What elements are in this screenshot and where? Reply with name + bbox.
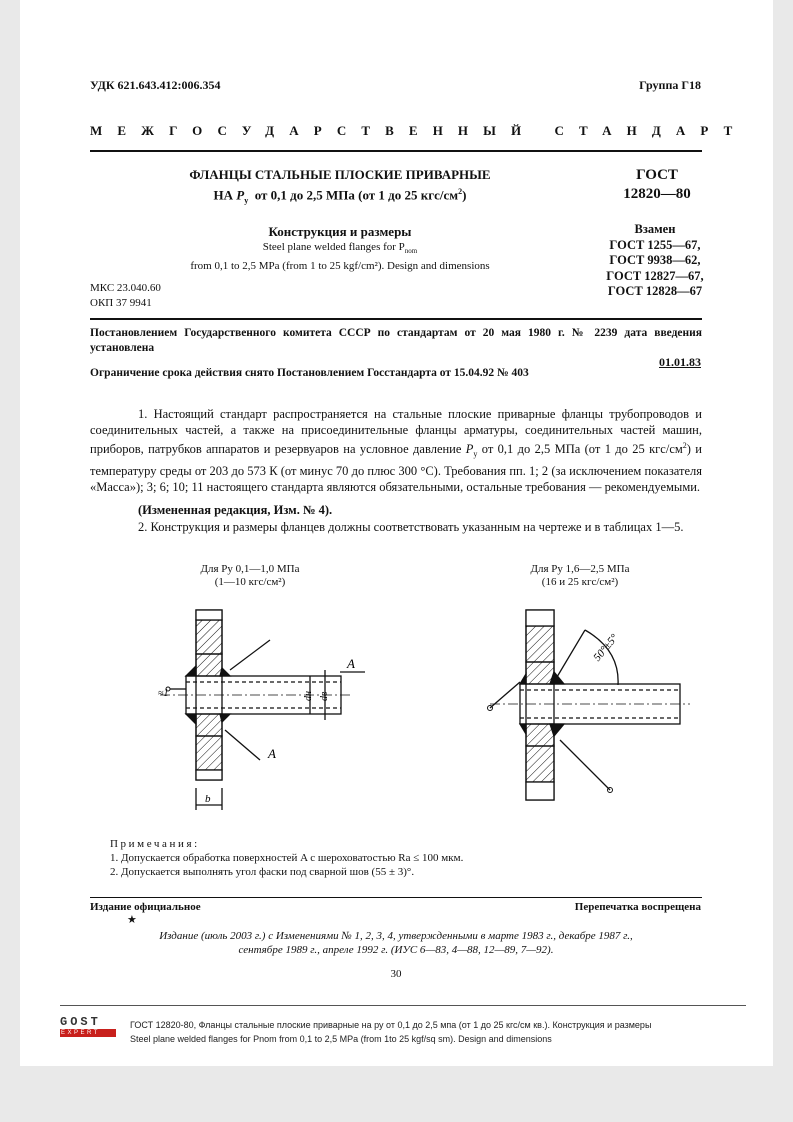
edition-rule (90, 897, 702, 898)
left-flange-ring-top (196, 654, 222, 676)
right-weld-top-outer (520, 674, 526, 684)
left-weld-bottom-inner (220, 714, 230, 722)
right-flange-drawing (490, 610, 690, 800)
right-weld-bottom-outer (520, 724, 526, 734)
note-2: 2. Допускается выполнять угол фаски под сварной шов (55 ± 3)°. (110, 866, 415, 878)
left-weld-top-inner (220, 668, 230, 676)
right-flange-ring-bottom (526, 724, 554, 746)
edition-reprint: Перепечатка воспрещена (574, 901, 701, 913)
right-flange-ring-top (526, 662, 554, 684)
replaces-item: ГОСТ 12827—67, (606, 268, 704, 283)
header-rule (90, 150, 702, 152)
left-label-dn: dн (303, 691, 314, 701)
english-title-line1: Steel plane welded flanges for $P_{nom}$ (262, 241, 418, 256)
left-caption-line2: (1—10 кгс/см²) (214, 576, 286, 588)
mks-code: МКС 23.040.60 (90, 282, 161, 294)
edition-note: (Измененная редакция, Изм. № 4). (138, 503, 333, 517)
gost-number-block (592, 166, 722, 204)
footer-line1: ГОСТ 12820-80, Фланцы стальные плоские приварные на ру от 0,1 до 2,5 мпа (от 1 до 25 кгс/см кв.). Конструкция и размеры (130, 1020, 652, 1030)
right-chamfer-line (554, 630, 585, 682)
left-flange-drawing (160, 610, 365, 810)
right-flange-section-top (526, 626, 554, 662)
english-title (150, 240, 530, 274)
left-label-e: ≈1 (158, 688, 169, 699)
replaces-item: ГОСТ 1255—67, (609, 237, 701, 252)
flange-drawings (20, 590, 773, 830)
right-angle-label: 50°±5° (591, 631, 621, 664)
edition-history-line2: сентябре 1989 г., апреле 1992 г. (ИУС 6—83, 4—88, 12—89, 7—92). (238, 944, 554, 956)
gost-name: ГОСТ (636, 167, 678, 183)
left-label-dv: dв (319, 691, 330, 701)
english-title-line2: from 0,1 to 2,5 MPa (from 1 to 25 kgf/cm²). Design and dimensions (190, 260, 490, 273)
replaces-item: ГОСТ 12828—67 (607, 284, 703, 298)
edition-history (90, 929, 702, 957)
gost-number: 12820—80 (623, 186, 691, 202)
left-leader-bottom (225, 730, 260, 760)
edition-official: Издание официальное (90, 901, 201, 913)
edition-history-line1: Издание (июль 2003 г.) с Изменениями № 1, 2, 3, 4, утвержденными в марте 1983 г., декабре 1987 г., (159, 930, 633, 942)
classification-codes (90, 281, 161, 311)
title-line1: ФЛАНЦЫ СТАЛЬНЫЕ ПЛОСКИЕ ПРИВАРНЫЕ (189, 167, 491, 182)
right-bolt-hole-top (526, 610, 554, 626)
right-caption-line1: Для Py 1,6—2,5 МПа (530, 563, 630, 575)
left-bolt-hole-top (196, 610, 222, 620)
footer-rule (60, 1005, 746, 1006)
decree-date: 01.01.83 (659, 355, 701, 369)
document-page (20, 0, 773, 1066)
replaces-item: ГОСТ 9938—62, (609, 253, 701, 267)
body-paragraph-2: 2. Конструкция и размеры фланцев должны соответствовать указанным на чертеже и в таблицах 1—5. (138, 520, 684, 534)
left-flange-section-top (196, 620, 222, 654)
group-code: Группа Г18 (639, 78, 701, 92)
logo-bottom-text: EXPERT (60, 1029, 116, 1037)
limit-text: Ограничение срока действия снято Постановлением Госстандарта от 15.04.92 № 403 (90, 367, 529, 379)
left-bolt-hole-bottom (196, 770, 222, 780)
left-figure-caption (170, 563, 330, 589)
right-caption-line2: (16 и 25 кгс/см²) (541, 576, 619, 588)
note-1: 1. Допускается обработка поверхностей A с шероховатостью Ra ≤ 100 мкм. (110, 852, 464, 864)
right-figure-caption (500, 563, 660, 589)
edition-star: ★ (127, 914, 137, 926)
replaces-label: Взамен (634, 222, 676, 236)
left-label-A-top: A (347, 656, 355, 671)
gost-expert-logo[interactable] (60, 1016, 116, 1037)
left-weld-bottom-outer (186, 714, 196, 724)
left-weld-top-outer (186, 666, 196, 676)
left-flange-ring-bottom (196, 714, 222, 736)
replaces-block (580, 222, 730, 300)
udk-code: УДК 621.643.412:006.354 (90, 78, 221, 92)
left-label-b: b (205, 793, 211, 805)
left-label-A-bottom: A (268, 746, 276, 761)
left-flange-section-bottom (196, 736, 222, 770)
notes-heading: Примечания: (110, 838, 200, 850)
logo-top-text: GOST (60, 1015, 101, 1029)
body-paragraph-1: 1. Настоящий стандарт распространяется на стальные плоские приварные фланцы трубопроводов и соединительных частей, а также на присоединительные фланцы арматуры, соединительных частей машин, приборов, патрубков аппаратов и резервуаров на условное давление $P_y$ от 0,1 до 2,5 МПа (от 1 до 25 кгс/$см^2$) и температуру среды от 203 до 573 К (от минус 70 до плюс 300 °С). Требования пп. 1; 2 (за исключением показателя «Масса»); 3; 6; 10; 11 настоящего стандарта являются обязательными, остальные требования — рекомендуемыми. (90, 407, 702, 494)
footer-line2: Steel plane welded flanges for Pnom from 0,1 to 2,5 MPa (from 1to 25 kgf/sq sm). Design and dimensions (130, 1034, 552, 1044)
page-number: 30 (390, 968, 402, 980)
right-leader-bottom (560, 740, 610, 790)
standard-type: МЕЖГОСУДАРСТВЕННЫЙ СТАНДАРТ (90, 123, 748, 138)
footer-description (130, 1018, 750, 1046)
left-caption-line1: Для Py 0,1—1,0 МПа (200, 563, 300, 575)
right-flange-section-bottom (526, 746, 554, 782)
left-leader-top (230, 640, 270, 670)
right-bolt-hole-bottom (526, 782, 554, 800)
title-block (130, 166, 550, 240)
decree-text: Постановлением Государственного комитета СССР по стандартам от 20 мая 1980 г. № 2239 дата введения установлена (90, 327, 702, 354)
okp-code: ОКП 37 9941 (90, 297, 152, 309)
title-line2: НА $P_y$ от 0,1 до 2,5 МПа (от 1 до 25 кгс/$см^2$) (213, 187, 467, 205)
title-rule (90, 318, 702, 320)
subtitle: Конструкция и размеры (268, 223, 412, 239)
